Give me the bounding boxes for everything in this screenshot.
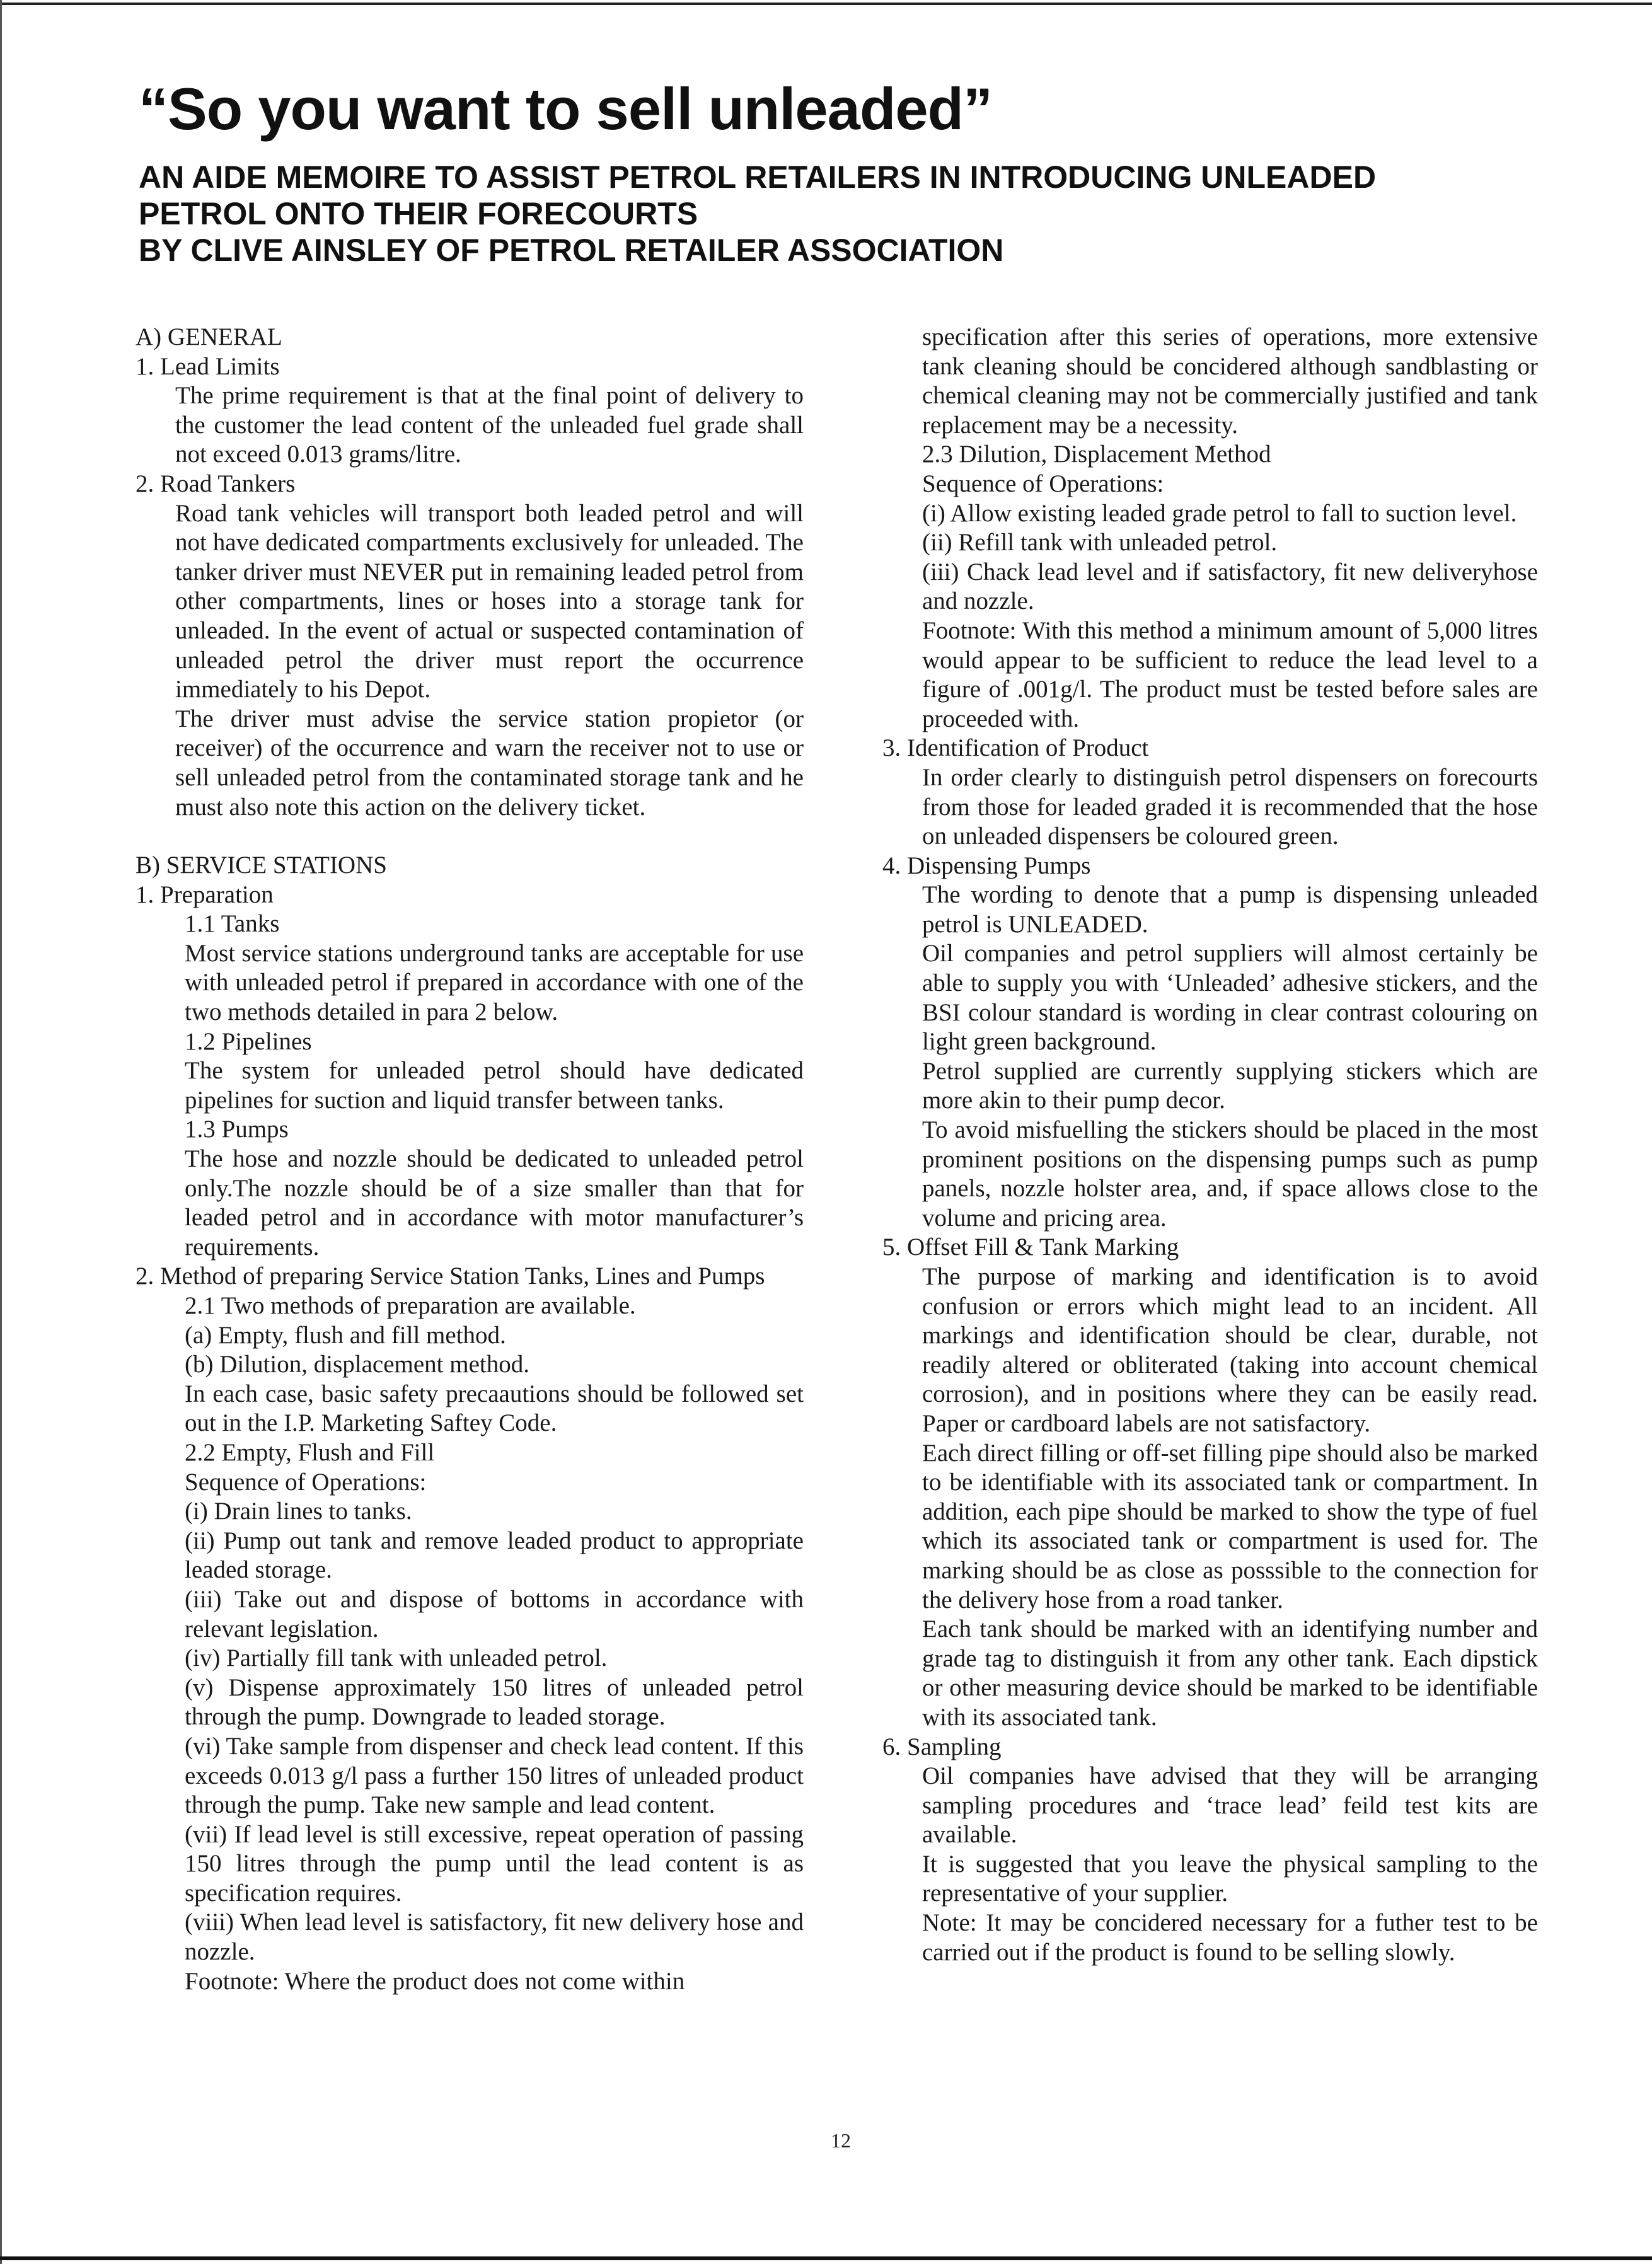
sampling-note: Note: It may be concidered necessary for a futher test to be carried out if the product is found to be selling slowly. — [922, 1909, 1538, 1966]
pumps-text: The hose and nozzle should be dedicated to unleaded petrol only.The nozzle should be of a size smaller than that for leaded petrol and in accordance with motor manufacturer’s requirements. — [185, 1145, 804, 1261]
road-tankers-text-1: Road tank vehicles will transport both leaded petrol and will not have dedicated compartments exclusively for unleaded. The tanker driver must NEVER put in remaining leaded petrol from other compartments, lines or hoses into a storage tank for unleaded. In the event of actual or suspected contamination of unleaded petrol the driver must report the occurrence immediately to his Depot. — [175, 499, 804, 703]
lead-limits-heading: 1. Lead Limits — [136, 352, 280, 380]
identification-heading: 3. Identification of Product — [882, 734, 1149, 762]
step-iii: (iii) Take out and dispose of bottoms in accordance with relevant legislation. — [185, 1585, 804, 1643]
sampling-heading: 6. Sampling — [882, 1733, 1002, 1760]
dispensing-pumps-text-4: To avoid misfuelling the stickers should be placed in the most prominent positions on the dispensing pumps such as pump panels, nozzle holster area, and, if space allows close to the volume and pricing area. — [922, 1116, 1538, 1232]
subtitle-line-1: AN AIDE MEMOIRE TO ASSIST PETROL RETAILERS IN INTRODUCING UNLEADED — [139, 159, 1377, 195]
dilution-step-ii: (ii) Refill tank with unleaded petrol. — [922, 529, 1278, 557]
dilution-step-i: (i) Allow existing leaded grade petrol to fall to suction level. — [922, 499, 1517, 527]
method-b: (b) Dilution, displacement method. — [185, 1351, 529, 1378]
step-viii: (viii) When lead level is satisfactory, fit new delivery hose and nozzle. — [185, 1909, 804, 1966]
pipelines-text: The system for unleaded petrol should have dedicated pipelines for suction and liquid transfer between tanks. — [185, 1057, 804, 1114]
dilution-subheading: 2.3 Dilution, Displacement Method — [922, 441, 1271, 468]
offset-fill-heading: 5. Offset Fill & Tank Marking — [882, 1233, 1179, 1261]
preparation-heading: 1. Preparation — [136, 881, 274, 908]
pumps-subheading: 1.3 Pumps — [185, 1116, 289, 1143]
footnote-continued: specification after this series of operations, more extensive tank cleaning should be concidered although sandblasting or chemical cleaning may not be commercially justified and tank replacement may be a necessity. — [922, 323, 1538, 439]
sampling-text-2: It is suggested that you leave the physical sampling to the representative of your supplier. — [922, 1850, 1538, 1907]
left-scan-edge — [0, 0, 2, 2264]
road-tankers-text-2: The driver must advise the service station propietor (or receiver) of the occurrence and warn the receiver not to use or sell unleaded petrol from the contaminated storage tank and he must also note this action on the delivery ticket. — [175, 705, 804, 821]
page-number: 12 — [831, 2129, 851, 2152]
empty-flush-fill-subheading: 2.2 Empty, Flush and Fill — [185, 1438, 435, 1466]
footnote-start: Footnote: Where the product does not come within — [185, 1967, 685, 1995]
article-title: “So you want to sell unleaded” — [139, 76, 993, 142]
dilution-footnote: Footnote: With this method a minimum amount of 5,000 litres would appear to be sufficient to reduce the lead level to a figure of .001g/l. The product must be tested before sales are proceeded with. — [922, 616, 1538, 732]
left-column — [136, 323, 804, 1996]
tanks-subheading: 1.1 Tanks — [185, 910, 280, 938]
offset-fill-text-1: The purpose of marking and identification is to avoid confusion or errors which might lead to an incident. All markings and identification should be clear, durable, not readily altered or obliterated (taking into account chemical corrosion), and in positions where they can be easily read. Paper or cardboard labels are not satisfactory. — [922, 1263, 1538, 1437]
dilution-sequence-label: Sequence of Operations: — [922, 470, 1164, 497]
section-b-heading: B) SERVICE STATIONS — [136, 852, 387, 879]
bottom-rule — [0, 2256, 1652, 2260]
offset-fill-text-3: Each tank should be marked with an identifying number and grade tag to distinguish it from any other tank. Each dipstick or other measuring device should be marked to be identifiable with its associated tank. — [922, 1615, 1538, 1731]
section-a-heading: A) GENERAL — [136, 323, 282, 350]
dispensing-pumps-heading: 4. Dispensing Pumps — [882, 852, 1091, 879]
pipelines-subheading: 1.2 Pipelines — [185, 1027, 312, 1055]
sequence-label: Sequence of Operations: — [185, 1468, 427, 1496]
road-tankers-heading: 2. Road Tankers — [136, 470, 296, 497]
step-i: (i) Drain lines to tanks. — [185, 1498, 412, 1525]
right-column — [882, 323, 1538, 1967]
methods-available-text: 2.1 Two methods of preparation are available. — [185, 1292, 636, 1319]
dispensing-pumps-text-3: Petrol supplied are currently supplying stickers which are more akin to their pump decor. — [922, 1057, 1538, 1114]
dilution-step-iii: (iii) Chack lead level and if satisfactory, fit new deliveryhose and nozzle. — [922, 558, 1538, 615]
safety-text: In each case, basic safety precaautions should be followed set out in the I.P. Marketing Saftey Code. — [185, 1380, 804, 1437]
offset-fill-text-2: Each direct filling or off-set filling pipe should also be marked to be identifiable with its associated tank or compartment. In addition, each pipe should be marked to show the type of fuel which its associated tank or compartment is used for. The marking should be as close as posssible to the connection for the delivery hose from a road tanker. — [922, 1439, 1538, 1614]
subtitle-line-3: BY CLIVE AINSLEY OF PETROL RETAILER ASSOCIATION — [139, 233, 1004, 268]
dispensing-pumps-text-1: The wording to denote that a pump is dispensing unleaded petrol is UNLEADED. — [922, 881, 1538, 938]
article-subtitle — [139, 159, 1588, 269]
lead-limits-text: The prime requirement is that at the final point of delivery to the customer the lead content of the unleaded fuel grade shall not exceed 0.013 grams/litre. — [175, 382, 804, 468]
step-ii: (ii) Pump out tank and remove leaded product to appropriate leaded storage. — [185, 1527, 804, 1584]
method-heading: 2. Method of preparing Service Station Tanks, Lines and Pumps — [136, 1262, 765, 1290]
step-v: (v) Dispense approximately 150 litres of unleaded petrol through the pump. Downgrade to leaded storage. — [185, 1673, 804, 1731]
identification-text: In order clearly to distinguish petrol dispensers on forecourts from those for leaded graded it is recommended that the hose on unleaded dispensers be coloured green. — [922, 763, 1538, 850]
method-a: (a) Empty, flush and fill method. — [185, 1321, 506, 1349]
top-rule — [0, 3, 1652, 5]
step-vi: (vi) Take sample from dispenser and check lead content. If this exceeds 0.013 g/l pass a further 150 litres of unleaded product through the pump. Take new sample and lead content. — [185, 1732, 804, 1819]
tanks-text: Most service stations underground tanks are acceptable for use with unleaded petrol if prepared in accordance with one of the two methods detailed in para 2 below. — [185, 939, 804, 1026]
step-vii: (vii) If lead level is still excessive, repeat operation of passing 150 litres through the pump until the lead content is as specification requires. — [185, 1820, 804, 1907]
dispensing-pumps-text-2: Oil companies and petrol suppliers will almost certainly be able to supply you with ‘Unleaded’ adhesive stickers, and the BSI colour standard is wording in clear contrast colouring on light green background. — [922, 940, 1538, 1056]
subtitle-line-2: PETROL ONTO THEIR FORECOURTS — [139, 196, 698, 231]
step-iv: (iv) Partially fill tank with unleaded petrol. — [185, 1644, 608, 1672]
sampling-text-1: Oil companies have advised that they will be arranging sampling procedures and ‘trace lead’ feild test kits are available. — [922, 1762, 1538, 1849]
